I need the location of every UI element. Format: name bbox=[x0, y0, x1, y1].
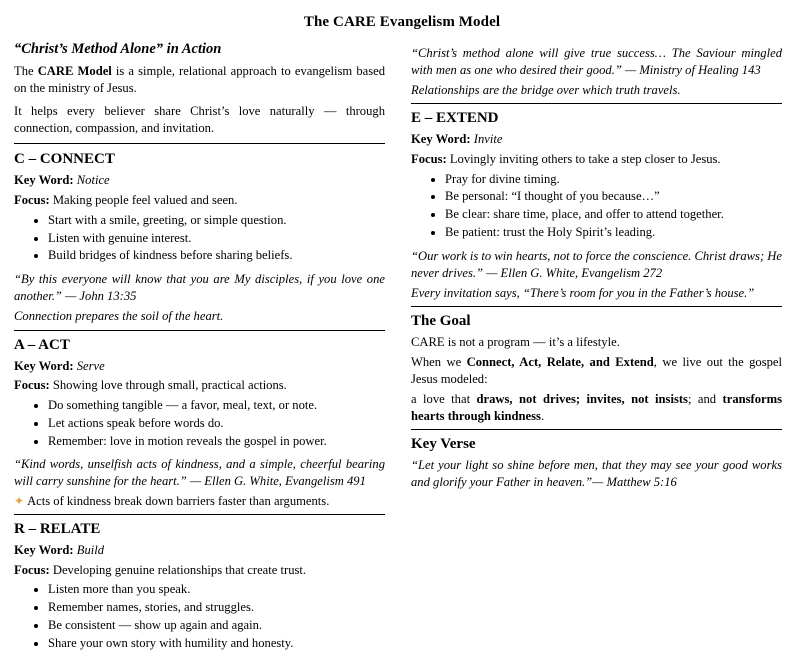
intro-heading: “Christ’s Method Alone” in Action bbox=[14, 41, 222, 57]
relate-quote: “Christ’s method alone will give true success… The Saviour mingled with men as one who desired their good.” — Ministry of Healing 143 bbox=[411, 46, 782, 77]
goal-line2-before: When we bbox=[411, 355, 467, 370]
extend-keyword-label: Key Word: bbox=[411, 132, 471, 147]
goal-line3-mid: ; and bbox=[687, 392, 723, 407]
list-item: • Remember: love in motion reveals the gospel in power. bbox=[48, 433, 385, 451]
list-item: • Build bridges of kindness before sharing beliefs. bbox=[48, 247, 385, 265]
extend-heading: E – EXTEND bbox=[411, 110, 499, 127]
connect-quote: “By this everyone will know that you are My disciples, if you love one another.” — John 13:35 bbox=[14, 272, 385, 304]
divider bbox=[411, 103, 782, 104]
extend-focus-label: Focus: bbox=[411, 151, 447, 166]
list-item: • Remember names, stories, and struggles. bbox=[48, 599, 385, 617]
relate-keyword bbox=[14, 542, 385, 559]
connect-keyword bbox=[14, 172, 385, 189]
connect-keyword-value: Notice bbox=[76, 173, 110, 188]
goal-line-2 bbox=[411, 354, 782, 388]
relate-closing: Relationships are the bridge over which truth travels. bbox=[411, 82, 681, 97]
act-bullet-list bbox=[14, 397, 385, 451]
list-item: • Pray for divine timing. bbox=[445, 171, 782, 189]
goal-line3-before: a love that bbox=[411, 392, 477, 407]
goal-line3-after: . bbox=[540, 408, 545, 423]
relate-keyword-label: Key Word: bbox=[14, 543, 74, 558]
list-item: • Be personal: “I thought of you because…” bbox=[445, 188, 782, 206]
list-item: • Let actions speak before words do. bbox=[48, 415, 385, 433]
intro-paragraph-1 bbox=[14, 63, 385, 96]
list-item: • Be consistent — show up again and again. bbox=[48, 617, 385, 635]
key-verse-quote: “Let your light so shine before men, that they may see your good works and glorify your Father in heaven.”— Matthew 5:16 bbox=[411, 457, 782, 489]
intro-p1-before: The bbox=[14, 64, 38, 78]
list-item: • Listen with genuine interest. bbox=[48, 230, 385, 248]
goal-line3-bold-1: draws, not drives; invites, not insists bbox=[476, 392, 688, 407]
list-item: • Share your own story with humility and honesty. bbox=[48, 635, 385, 653]
extend-focus-value: Lovingly inviting others to take a step closer to Jesus. bbox=[449, 151, 721, 166]
divider bbox=[14, 514, 385, 515]
goal-line3-bold-2: transforms hearts through kindness bbox=[411, 392, 782, 423]
act-focus-value: Showing love through small, practical actions. bbox=[52, 378, 287, 393]
connect-focus-value: Making people feel valued and seen. bbox=[52, 193, 238, 208]
act-closing: Acts of kindness break down barriers faster than arguments. bbox=[27, 494, 330, 509]
list-item: • Start with a smile, greeting, or simple question. bbox=[48, 212, 385, 230]
relate-keyword-value: Build bbox=[76, 543, 105, 558]
extend-closing: Every invitation says, “There’s room for you in the Father’s house.” bbox=[411, 285, 755, 300]
divider bbox=[411, 429, 782, 430]
act-focus-label: Focus: bbox=[14, 378, 50, 393]
list-item: • Listen more than you speak. bbox=[48, 581, 385, 599]
act-keyword bbox=[14, 358, 385, 375]
extend-keyword bbox=[411, 131, 782, 148]
list-item: • Do something tangible — a favor, meal, text, or note. bbox=[48, 397, 385, 415]
two-column-layout bbox=[14, 41, 790, 659]
relate-focus-label: Focus: bbox=[14, 562, 50, 577]
connect-focus bbox=[14, 192, 385, 209]
list-item: • Be patient: trust the Holy Spirit’s leading. bbox=[445, 224, 782, 242]
list-item: • Be clear: share time, place, and offer to attend together. bbox=[445, 206, 782, 224]
relate-heading: R – RELATE bbox=[14, 521, 101, 538]
connect-heading: C – CONNECT bbox=[14, 151, 115, 168]
connect-focus-label: Focus: bbox=[14, 193, 50, 208]
connect-bullet-list bbox=[14, 212, 385, 266]
intro-p1-bold: CARE Model bbox=[37, 64, 112, 78]
extend-keyword-value: Invite bbox=[473, 132, 503, 147]
goal-line-3 bbox=[411, 391, 782, 425]
sparkle-icon: ✦ bbox=[14, 494, 25, 509]
act-keyword-label: Key Word: bbox=[14, 358, 74, 373]
page-title: The CARE Evangelism Model bbox=[303, 14, 501, 30]
left-column bbox=[14, 41, 385, 659]
act-focus bbox=[14, 377, 385, 394]
act-closing-row bbox=[14, 493, 385, 510]
extend-quote: “Our work is to win hearts, not to force the conscience. Christ draws; He never drives.” — Ellen G. White, Evangelism 272 bbox=[411, 249, 782, 280]
connect-closing: Connection prepares the soil of the heart. bbox=[14, 309, 224, 324]
goal-line-1: CARE is not a program — it’s a lifestyle. bbox=[411, 335, 620, 350]
right-column bbox=[411, 41, 782, 494]
intro-p1-after: is a simple, relational approach to evangelism based on the ministry of Jesus. bbox=[14, 64, 386, 95]
goal-line2-after: , we live out the gospel Jesus modeled: bbox=[411, 355, 782, 387]
act-heading: A – ACT bbox=[14, 336, 70, 353]
goal-line2-bold: Connect, Act, Relate, and Extend bbox=[466, 355, 654, 370]
intro-paragraph-2: It helps every believer share Christ’s love naturally — through connection, compassion, and invitation. bbox=[14, 104, 385, 135]
extend-bullet-list bbox=[411, 171, 782, 243]
divider bbox=[14, 330, 385, 331]
connect-keyword-label: Key Word: bbox=[14, 173, 74, 188]
divider bbox=[14, 143, 385, 144]
key-verse-heading: Key Verse bbox=[411, 435, 476, 452]
divider bbox=[411, 306, 782, 307]
relate-focus bbox=[14, 562, 385, 579]
relate-bullet-list bbox=[14, 581, 385, 653]
relate-focus-value: Developing genuine relationships that create trust. bbox=[52, 562, 307, 577]
act-quote: “Kind words, unselfish acts of kindness, and a simple, cheerful bearing will carry sunshine for the heart.” — Ellen G. White, Evangelism 491 bbox=[14, 457, 385, 489]
extend-focus bbox=[411, 151, 782, 168]
goal-heading: The Goal bbox=[411, 313, 471, 330]
act-keyword-value: Serve bbox=[76, 358, 105, 373]
